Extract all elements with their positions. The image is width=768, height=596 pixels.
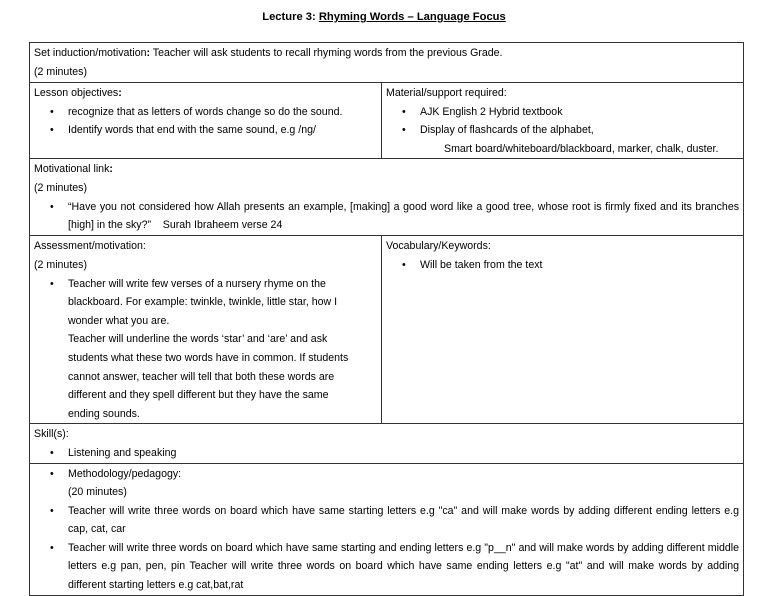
title-topic: Rhyming Words – Language Focus — [318, 11, 506, 23]
quran-quote: • “Have you not considered how Allah presents an example, [making] a good word like a good tree, whose root is firmly fixed and its branches [high] in the sky?” Surah Ibraheem verse 24 — [34, 198, 739, 235]
set-induction-cell: Set induction/motivation: Teacher will ask students to recall rhyming words from the previous Grade. (2 minutes) — [30, 43, 744, 83]
methodology-item: • Teacher will write three words on board which have same starting letters e.g "ca" and will make words by adding different ending letters e.g cap, cat, car — [34, 502, 739, 539]
objective-item: • Identify words that end with the same sound, e.g /ng/ — [34, 121, 377, 140]
motivational-link-heading: Motivational link — [34, 163, 110, 176]
assessment-vocabulary-row — [30, 236, 744, 424]
lesson-plan-table — [29, 42, 744, 596]
methodology-row — [30, 463, 744, 595]
assessment-item: • Teacher will write few verses of a nursery rhyme on the blackboard. For example: twinkle, twinkle, little star, how I wonder what you are. — [34, 275, 377, 331]
vocabulary-cell — [382, 236, 744, 424]
set-induction-text: Teacher will ask students to recall rhyming words from the previous Grade. — [150, 47, 503, 59]
material-item: • Display of flashcards of the alphabet, — [386, 121, 739, 140]
skill-item: • Listening and speaking — [34, 444, 739, 463]
methodology-time: (20 minutes) — [68, 486, 127, 499]
assessment-continuation: Teacher will underline the words ‘star’ and ‘are’ and ask students what these two words have in common. If students cannot answer, teacher will tell that both these words are different and they spell different but they have the same ending sounds. — [68, 333, 349, 420]
set-induction-time: (2 minutes) — [34, 65, 87, 78]
materials-heading: Material/support required: — [386, 87, 507, 99]
methodology-cell — [30, 463, 744, 595]
objectives-heading: Lesson objectives — [34, 87, 119, 99]
methodology-heading: • Methodology/pedagogy: — [34, 465, 739, 484]
set-induction-row — [30, 43, 744, 83]
motivational-link-row — [30, 159, 744, 236]
material-item: • AJK English 2 Hybrid textbook — [386, 103, 739, 122]
assessment-heading: Assessment/motivation: — [34, 240, 146, 253]
objectives-cell: Lesson objectives: • recognize that as letters of words change so do the sound. • Identify words that end with the same sound, e.g /ng/ — [30, 83, 382, 159]
vocabulary-item: • Will be taken from the text — [386, 256, 739, 275]
methodology-item: • Teacher will write three words on board which have same starting and ending letters e.g "p__n" and will make words by adding different middle letters e.g pan, pen, pin Teacher will write three words on board which have same ending letters e.g "at" and will make words by adding different starting letters e.g cat,bat,rat — [34, 539, 739, 595]
motivational-link-time: (2 minutes) — [34, 181, 87, 194]
skills-heading: Skill(s): — [34, 428, 69, 441]
objective-item: • recognize that as letters of words change so do the sound. — [34, 103, 377, 122]
material-continuation: Smart board/whiteboard/blackboard, marker, chalk, duster. — [444, 142, 719, 155]
set-induction-label: Set induction/motivation — [34, 47, 147, 59]
skills-row — [30, 424, 744, 463]
skills-cell — [30, 424, 744, 463]
objectives-materials-row — [30, 83, 744, 159]
assessment-cell — [30, 236, 382, 424]
page-title — [0, 11, 768, 23]
materials-cell — [382, 83, 744, 159]
assessment-time: (2 minutes) — [34, 258, 87, 271]
vocabulary-heading: Vocabulary/Keywords: — [386, 240, 491, 253]
motivational-link-cell: Motivational link: (2 minutes) • “Have you not considered how Allah presents an example, [making] a good word like a good tree, whose root is firmly fixed and its branches [high] in the sky?” Surah Ibraheem verse 24 — [30, 159, 744, 236]
title-prefix: Lecture 3: — [262, 11, 319, 23]
